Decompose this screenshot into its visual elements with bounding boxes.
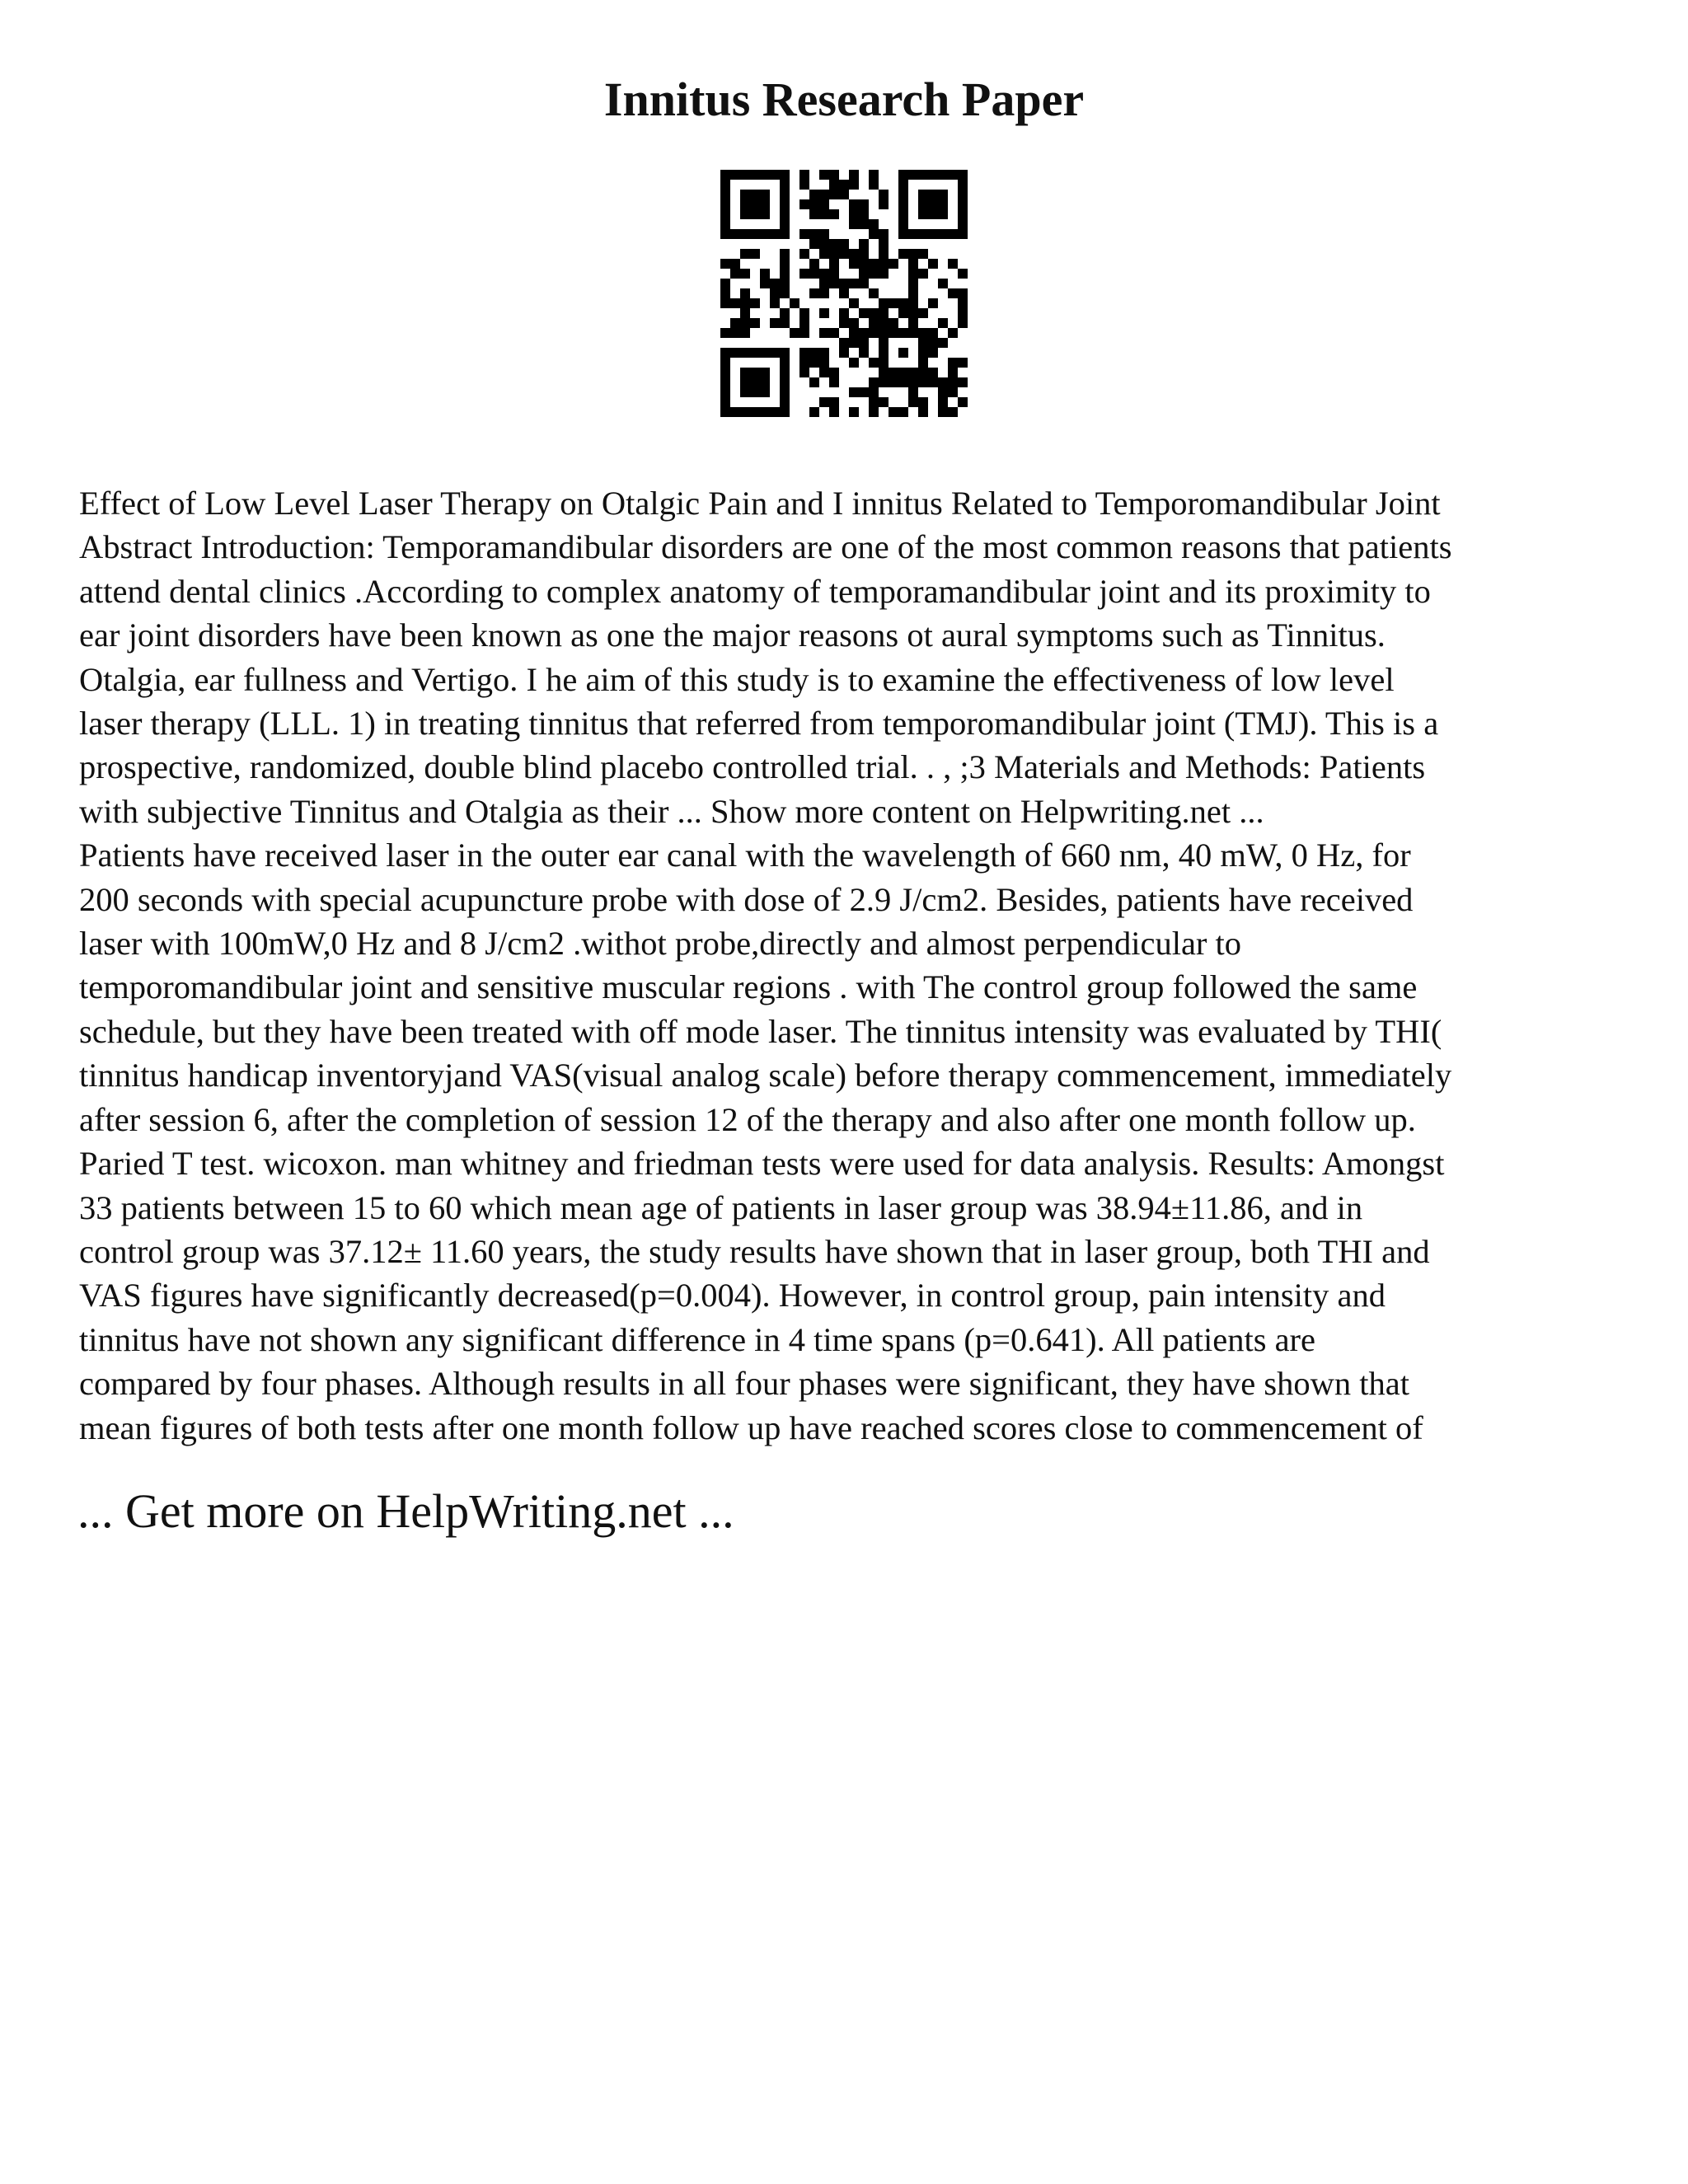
body-line: compared by four phases. Although results in all four phases were significant, they have shown that (79, 1365, 1409, 1403)
body-line: after session 6, after the completion of session 12 of the therapy and also after one month follow up. (79, 1100, 1416, 1138)
body-line: Abstract Introduction: Temporamandibular disorders are one of the most common reasons that patients (79, 528, 1452, 566)
body-line: 200 seconds with special acupuncture probe with dose of 2.9 J/cm2. Besides, patients have received (79, 880, 1414, 918)
body-line: laser with 100mW,0 Hz and 8 J/cm2 .withot probe,directly and almost perpendicular to (79, 925, 1242, 963)
body-line: Patients have received laser in the outer ear canal with the wavelength of 660 nm, 40 mW, 0 Hz, for (79, 837, 1411, 874)
body-line: VAS figures have significantly decreased(p=0.004). However, in control group, pain intensity and (79, 1277, 1386, 1315)
body-line: schedule, but they have been treated with off mode laser. The tinnitus intensity was evaluated by THI( (79, 1012, 1442, 1050)
body-line: tinnitus have not shown any significant difference in 4 time spans (p=0.641). All patients are (79, 1320, 1316, 1358)
qr-code-image[interactable] (720, 170, 968, 417)
body-line: tinnitus handicap inventoryjand VAS(visual analog scale) before therapy commencement, immediately (79, 1057, 1452, 1094)
body-line: with subjective Tinnitus and Otalgia as their ... Show more content on Helpwriting.net ... (79, 792, 1264, 830)
page-title: Innitus Research Paper (603, 72, 1085, 126)
qr-code-graphic (720, 170, 968, 417)
body-line: laser therapy (LLL. 1) in treating tinnitus that referred from temporomandibular joint (TMJ). This is a (79, 705, 1439, 743)
get-more-link[interactable]: ... Get more on HelpWriting.net ... (77, 1484, 734, 1538)
body-line: prospective, randomized, double blind placebo controlled trial. . , ;3 Materials and Methods: Patients (79, 748, 1426, 786)
body-line: control group was 37.12± 11.60 years, the study results have shown that in laser group, both THI and (79, 1232, 1430, 1270)
body-line: temporomandibular joint and sensitive muscular regions . with The control group followed the same (79, 968, 1418, 1006)
article-body (79, 481, 1629, 1450)
body-line: Paried T test. wicoxon. man whitney and friedman tests were used for data analysis. Results: Amongst (79, 1145, 1445, 1183)
body-line: 33 patients between 15 to 60 which mean age of patients in laser group was 38.94±11.86, and in (79, 1188, 1363, 1226)
body-line: ear joint disorders have been known as one the major reasons ot aural symptoms such as Tinnitus. (79, 616, 1386, 654)
body-line: mean figures of both tests after one month follow up have reached scores close to commencement of (79, 1408, 1423, 1446)
body-line: Otalgia, ear fullness and Vertigo. I he aim of this study is to examine the effectiveness of low level (79, 660, 1395, 698)
body-line: attend dental clinics .According to complex anatomy of temporamandibular joint and its proximity to (79, 572, 1431, 610)
body-line: Effect of Low Level Laser Therapy on Otalgic Pain and I innitus Related to Temporomandibular Joint (79, 485, 1441, 522)
